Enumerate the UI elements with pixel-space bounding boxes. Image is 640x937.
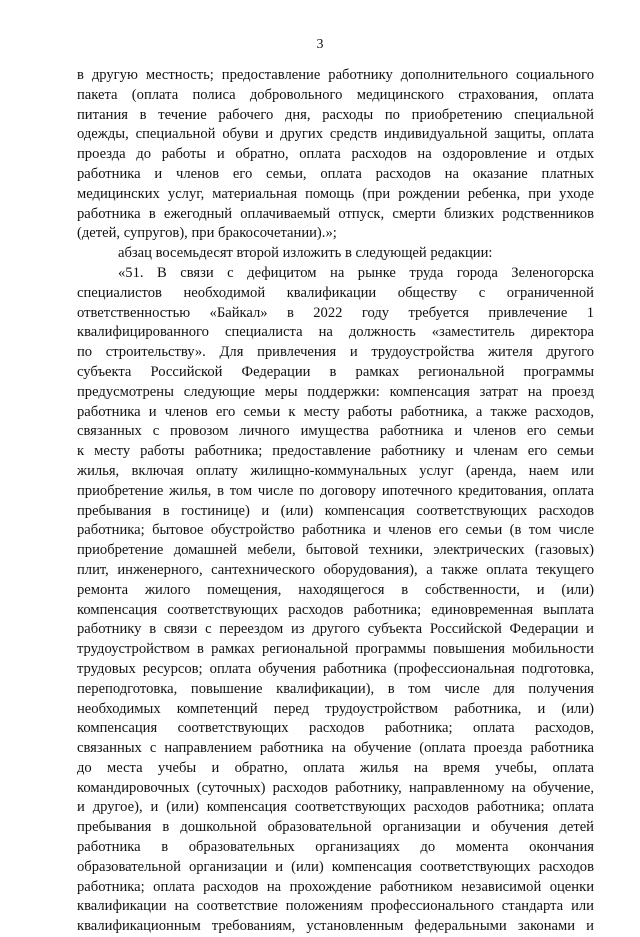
text-line: командировочных (суточных) расходов работнику, направленному на обучение, [77,779,594,796]
text-line: абзац восемьдесят второй изложить в следующей редакции: [118,245,493,262]
text-line: трудовых ресурсов; оплата обучения работника (профессиональная подготовка, [77,660,594,677]
text-line: работника; бытовое обустройство работника и членов его семьи (в том числе [77,522,594,539]
text-line: плит, инженерного, сантехнического оборудования), а также оплата текущего [77,561,594,578]
text-line: работнику в связи с переездом из другого субъекта Российской Федерации и [77,621,594,638]
text-line: квалификационным требованиям, установленным федеральными законами и [77,918,594,935]
text-line: работника в образовательных организациях до момента окончания [77,839,594,856]
text-line: пакета (оплата полиса добровольного медицинского страхования, оплата [77,86,594,103]
text-line: образовательной организации и (или) компенсация соответствующих расходов [77,858,594,875]
text-line: в другую местность; предоставление работнику дополнительного социального [77,67,594,83]
text-line: приобретение жилья, в том числе по договору ипотечного кредитования, оплата [77,482,594,499]
text-line: ответственностью «Байкал» в 2022 году требуется привлечение 1 [77,304,594,321]
text-line: проезда до работы и обратно, оплата расходов на оздоровление и отдых [77,146,594,163]
text-line: предусмотрены следующие меры поддержки: компенсация затрат на проезд [77,383,594,400]
text-line: (детей, супругов), при бракосочетании).»; [77,225,337,242]
text-line: по строительству». Для привлечения и трудоустройства жителя другого [77,344,594,361]
text-line: работника в ежегодный оплачиваемый отпуск, смерти близких родственников [77,205,594,222]
text-line: квалификации на соответствие положениям профессионального стандарта или [77,898,594,915]
text-line: субъекта Российской Федерации в рамках региональной программы [77,363,594,380]
text-line: компенсация соответствующих расходов работника; оплата расходов, [77,720,594,737]
text-line: жилья, включая оплату жилищно-коммунальных услуг (аренда, наем или [77,462,594,479]
text-line: переподготовка, повышение квалификации), в том числе для получения [77,680,594,697]
text-line: медицинских услуг, материальная помощь (при рождении ребенка, при уходе [77,185,594,202]
text-line: необходимых компетенций перед трудоустройством работника, и (или) [77,700,594,717]
text-line: связанных с провозом личного имущества работника и членов его семьи [77,423,594,440]
text-line: питания в течение рабочего дня, расходы по приобретению специальной [77,106,594,123]
text-line: и другое), и (или) компенсация соответствующих расходов работника; оплата [77,799,594,816]
text-line: одежды, специальной обуви и других средств индивидуальной защиты, оплата [77,126,594,143]
text-line: трудоустройством в рамках региональной программы повышения мобильности [77,641,594,658]
text-line: работника и членов его семьи к месту работы работника, а также расходов, [77,403,594,420]
text-line: связанных с направлением работника на обучение (оплата проезда работника [77,740,594,757]
page-number: 3 [316,37,324,52]
text-line: до места учебы и обратно, оплата жилья на время учебы, оплата [77,759,594,776]
text-line: компенсация соответствующих расходов работника; единовременная выплата [77,601,594,618]
text-line: работника; оплата расходов на прохождение работником независимой оценки [77,878,594,895]
text-line: работника и членов его семьи, оплата расходов на оказание платных [77,165,594,182]
document-body [77,66,594,937]
text-line: специалистов необходимой квалификации обществу с ограниченной [77,284,594,301]
text-line: пребывания в дошкольной образовательной организации и обучения детей [77,819,594,836]
text-line: пребывания в гостинице) и (или) компенсация соответствующих расходов [77,502,594,519]
text-line: «51. В связи с дефицитом на рынке труда города Зеленогорска [118,264,594,281]
text-line: к месту работы работника; предоставление работнику и членам его семьи [77,443,594,460]
text-line: приобретение домашней мебели, бытовой техники, электрических (газовых) [77,542,594,559]
text-line: ремонта жилого помещения, находящегося в собственности, и (или) [77,581,594,598]
text-line: квалифицированного специалиста на должность «заместитель директора [77,324,594,341]
